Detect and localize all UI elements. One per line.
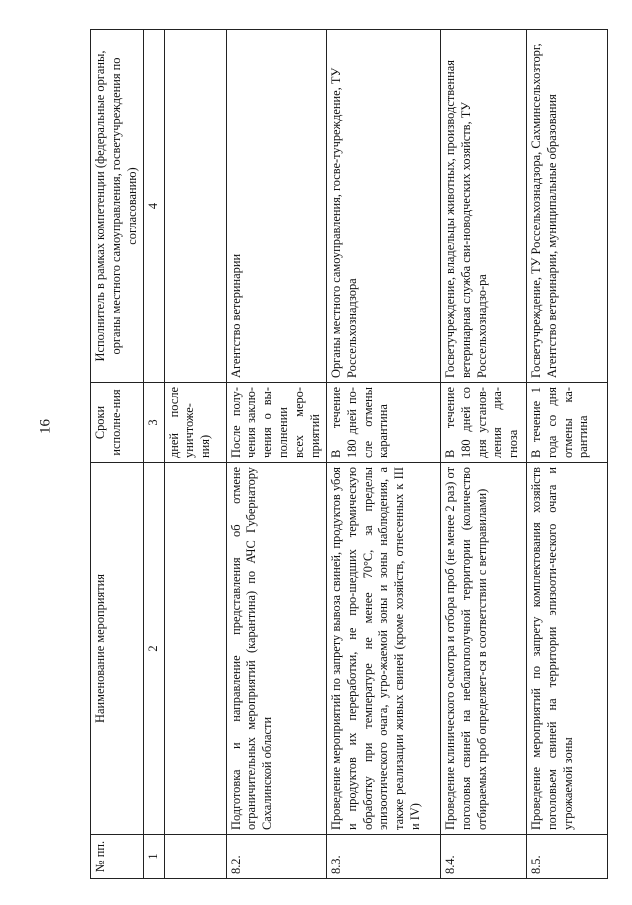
row-num: 8.2. — [226, 835, 326, 879]
row-name: Проведение клинического осмотра и отбора проб (не менее 2 раз) от поголовья свиней на неблагополучной территории (количество отбираемых проб определяет-ся в соответствии с ветправилами) — [440, 463, 526, 835]
row-term: дней после уничтоже-ния) — [164, 383, 226, 463]
row-exec: Агентство ветеринарии — [226, 30, 326, 383]
table-row — [526, 30, 607, 879]
header-exec: Исполнитель в рамках компетенции (федеральные органы, органы местного самоуправления, госветучреждения по согласованию) — [91, 30, 144, 383]
table-row — [440, 30, 526, 879]
row-num: 8.3. — [326, 835, 440, 879]
row-name — [164, 463, 226, 835]
header-num: № пп. — [91, 835, 144, 879]
row-exec: Органы местного самоуправления, госве-тучреждение, ТУ Россельхознадзора — [326, 30, 440, 383]
table-row — [226, 30, 326, 879]
row-name: Подготовка и направление представления об отмене ограничительных мероприятий (карантина) по АЧС Губернатору Сахалинской области — [226, 463, 326, 835]
header-term: Сроки исполне-ния — [91, 383, 144, 463]
row-exec: Госветучреждение, владельцы животных, производственная ветеринарная служба сви-новодческих хозяйств, ТУ Россельхознадзо-ра — [440, 30, 526, 383]
col-number: 1 — [143, 835, 164, 879]
row-num: 8.4. — [440, 835, 526, 879]
row-exec: Госветучреждение, ТУ Россельхознадзора, Сахминсельхозторг, Агентство ветеринарии, муниципальные образования — [526, 30, 607, 383]
col-number: 3 — [143, 383, 164, 463]
col-number: 4 — [143, 30, 164, 383]
col-number: 2 — [143, 463, 164, 835]
column-number-row — [143, 30, 164, 879]
row-num: 8.5. — [526, 835, 607, 879]
page-number: 16 — [37, 419, 54, 434]
row-exec — [164, 30, 226, 383]
header-name: Наименование мероприятия — [91, 463, 144, 835]
row-term: В течение 1 года со дня отмены ка-рантина — [526, 383, 607, 463]
measures-table — [90, 29, 608, 879]
row-term: В течение 180 дней со дня установ-ления диа-гноза — [440, 383, 526, 463]
rotated-table-container — [90, 30, 608, 879]
table-header-row — [91, 30, 144, 879]
row-name: Проведение мероприятий по запрету вывоза свиней, продуктов убоя и продуктов их переработки, не про-шедших термическую обработку при температуре не менее 70°С, за пределы эпизоотического очага, угро-жаемой зоны и зоны наблюдения, а также реализации живых свиней (кроме хозяйств, отнесенных к III и IV) — [326, 463, 440, 835]
row-term: После полу-чения заклю-чения о вы-полнении всех меро-приятий — [226, 383, 326, 463]
table-row — [326, 30, 440, 879]
row-num — [164, 835, 226, 879]
row-term: В течение 180 дней по-сле отмены карантина — [326, 383, 440, 463]
table-row — [164, 30, 226, 879]
row-name: Проведение мероприятий по запрету комплектования хозяйств поголовьем свиней на территории эпизооти-ческого очага и угрожаемой зоны — [526, 463, 607, 835]
